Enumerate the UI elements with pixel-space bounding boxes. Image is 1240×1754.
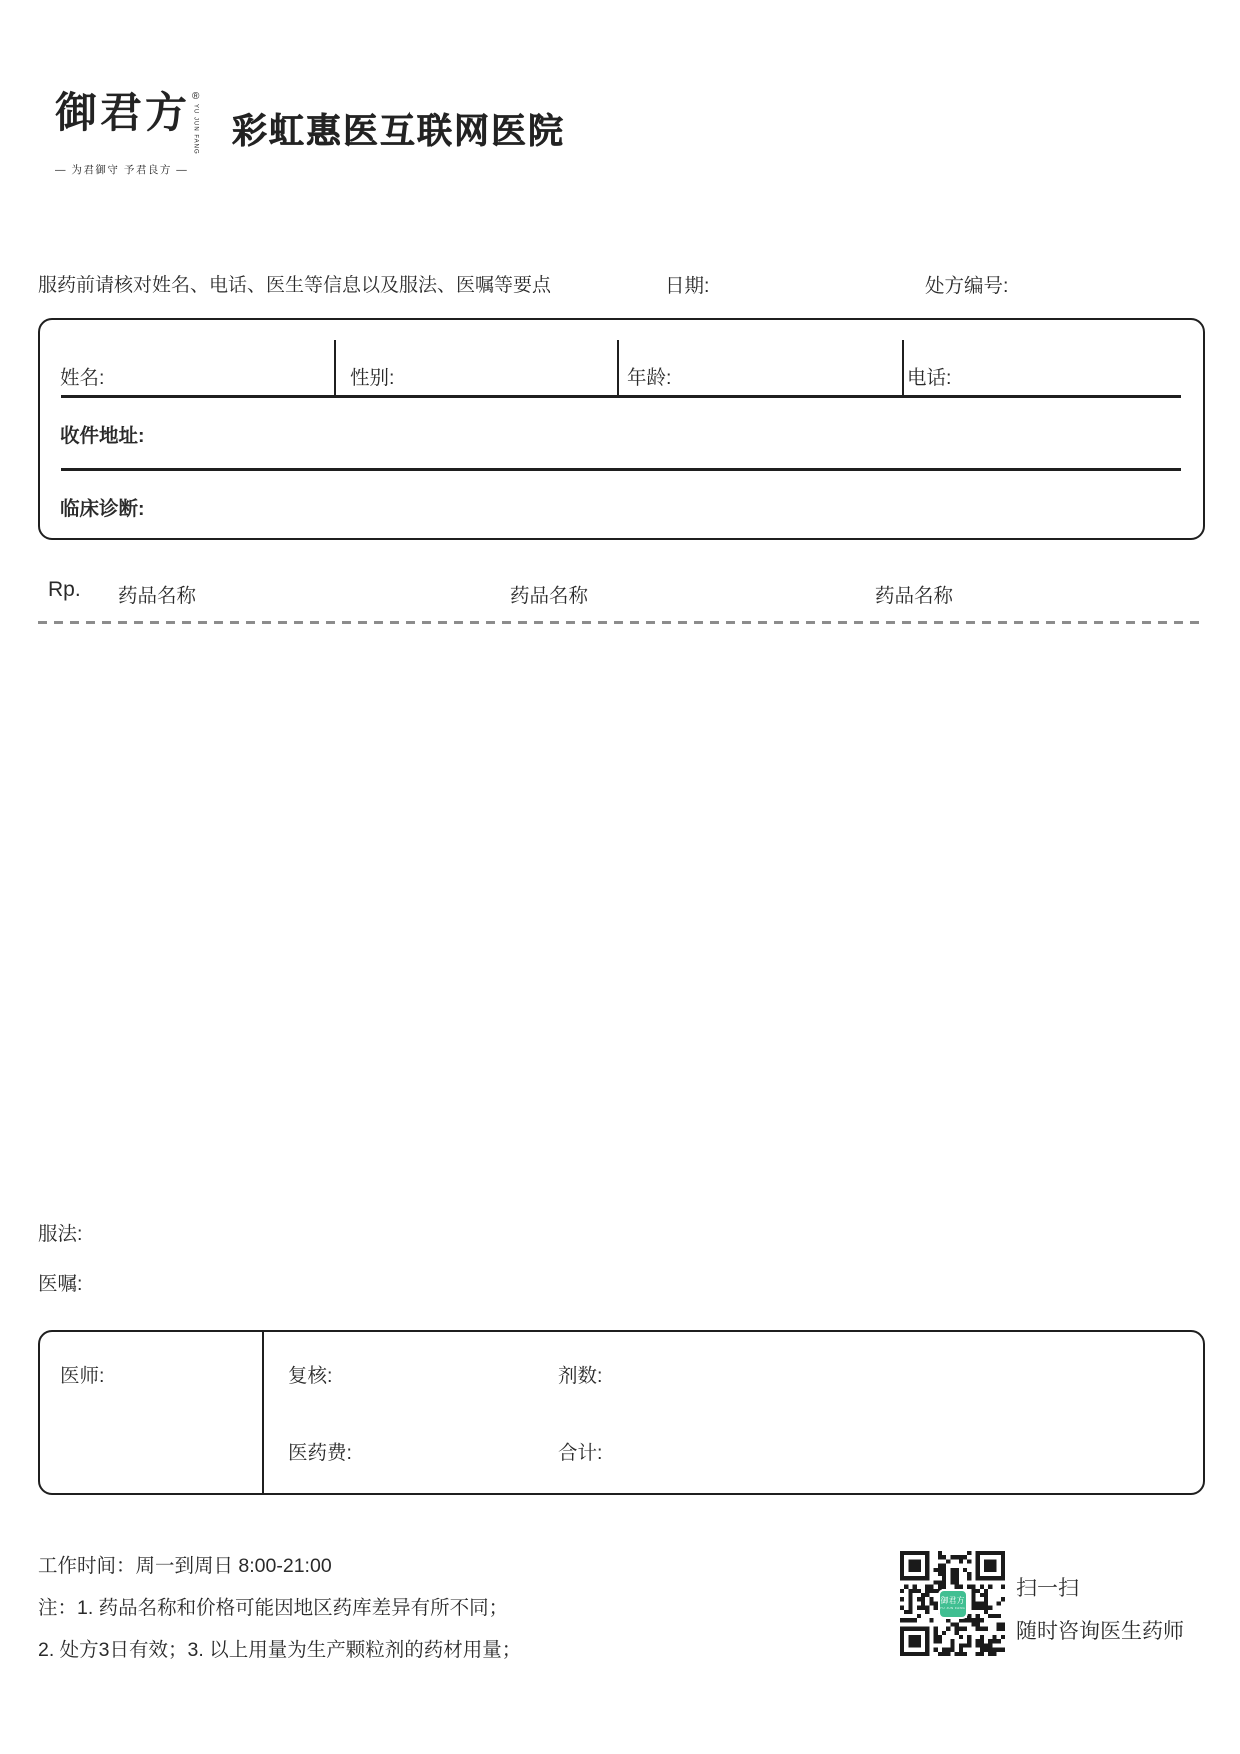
- clinical-diagnosis-label: 临床诊断:: [60, 498, 145, 520]
- footer-note-line2: 2. 处方3日有效；3. 以上用量为生产颗粒剂的药材用量；: [38, 1639, 522, 1661]
- medicine-name-column-header: 药品名称: [875, 585, 954, 607]
- dose-count-label: 剂数:: [558, 1365, 603, 1387]
- total-label: 合计:: [558, 1442, 603, 1464]
- summary-divider: [262, 1332, 264, 1493]
- medicine-fee-label: 医药费:: [288, 1442, 352, 1464]
- phone-label: 电话:: [907, 367, 952, 389]
- date-label: 日期:: [665, 275, 710, 297]
- gender-label: 性别:: [350, 367, 395, 389]
- brand-tagline: — 为君御守 予君良方 —: [55, 163, 189, 176]
- patient-info-box: [38, 318, 1205, 540]
- hospital-title: 彩虹惠医互联网医院: [232, 112, 566, 151]
- rp-label: Rp.: [48, 578, 81, 601]
- name-label: 姓名:: [60, 367, 105, 389]
- shipping-address-label: 收件地址:: [60, 425, 145, 447]
- physician-label: 医师:: [60, 1365, 105, 1387]
- patient-info-row: [40, 320, 1203, 397]
- footer-note-line1: 注：1. 药品名称和价格可能因地区药库差异有所不同；: [38, 1597, 509, 1619]
- prescription-number-label: 处方编号:: [925, 275, 1009, 297]
- medicine-name-column-header: 药品名称: [510, 585, 589, 607]
- qr-code: [900, 1551, 1005, 1656]
- usage-instructions-label: 服法:: [38, 1223, 83, 1245]
- field-divider: [334, 340, 336, 397]
- age-label: 年龄:: [627, 367, 672, 389]
- scan-prompt-subtitle: 随时咨询医生药师: [1016, 1620, 1184, 1643]
- medicine-name-column-header: 药品名称: [118, 585, 197, 607]
- brand-name: 御君方: [55, 88, 191, 137]
- qr-center-logo: 御君方 YU JUN FANG: [938, 1589, 968, 1619]
- field-divider: [617, 340, 619, 397]
- doctor-advice-label: 医嘱:: [38, 1273, 83, 1295]
- signature-summary-box: [38, 1330, 1205, 1495]
- brand-name-pinyin: YU JUN FANG: [192, 104, 199, 155]
- scan-prompt-title: 扫一扫: [1016, 1577, 1079, 1600]
- registered-trademark-icon: ®: [192, 91, 200, 102]
- field-divider: [902, 340, 904, 397]
- row-divider: [61, 395, 1181, 398]
- rp-separator-dashed-line: [38, 621, 1205, 624]
- working-hours-text: 工作时间：周一到周日 8:00-21:00: [38, 1555, 332, 1577]
- review-label: 复核:: [288, 1365, 333, 1387]
- row-divider: [61, 468, 1181, 471]
- brand-logo: [55, 88, 205, 177]
- verification-notice: 服药前请核对姓名、电话、医生等信息以及服法、医嘱等要点: [38, 275, 552, 296]
